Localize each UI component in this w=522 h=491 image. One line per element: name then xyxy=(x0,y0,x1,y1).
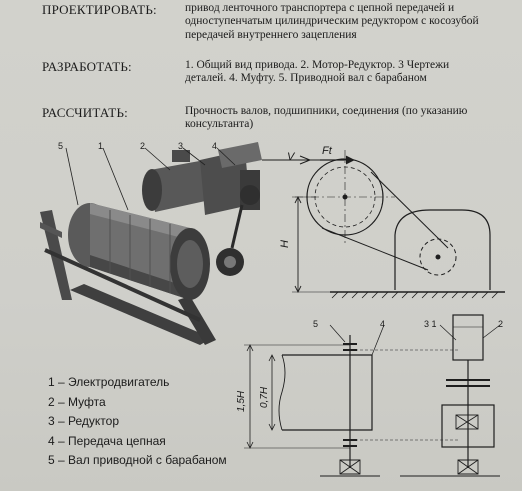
height-label: H xyxy=(279,240,291,248)
drive-photo xyxy=(40,141,262,345)
legend-item: 5 – Вал приводной с барабаном xyxy=(48,453,227,467)
design-label: ПРОЕКТИРОВАТЬ: xyxy=(42,2,157,17)
photo-callout-2: 2 xyxy=(140,141,146,151)
component-legend xyxy=(48,373,227,471)
legend-item: 3 – Редуктор xyxy=(48,414,119,428)
kin-callout-3-1: 3 1 xyxy=(424,319,437,329)
photo-callout-3: 3 xyxy=(178,141,184,151)
kin-callout-4: 4 xyxy=(380,319,386,329)
kinematic-scheme xyxy=(244,315,500,476)
dimension-1-5h: 1,5H xyxy=(236,390,247,412)
legend-item: 2 – Муфта xyxy=(48,394,106,409)
legend-item: 1 – Электродвигатель xyxy=(48,375,170,389)
velocity-label: V xyxy=(287,151,295,163)
force-label: Ft xyxy=(322,145,332,157)
calculate-label: РАССЧИТАТЬ: xyxy=(42,105,128,120)
photo-callout-1: 1 xyxy=(98,141,104,151)
conveyor-scheme xyxy=(262,150,505,298)
develop-label: РАЗРАБОТАТЬ: xyxy=(42,59,132,74)
develop-text: 1. Общий вид привода. 2. Мотор-Редуктор. 3 Чертежи деталей. 4. Муфту. 5. Приводной вал с барабаном xyxy=(185,59,450,85)
photo-callout-4: 4 xyxy=(212,141,218,151)
legend-item: 4 – Передача цепная xyxy=(48,433,166,448)
kin-callout-5: 5 xyxy=(313,319,319,329)
dimension-0-7h: 0,7H xyxy=(259,386,270,408)
calculate-text: Прочность валов, подшипники, соединения (по указанию консультанта) xyxy=(185,105,468,131)
kin-callout-2: 2 xyxy=(498,319,504,329)
design-text: привод ленточного транспортера с цепной передачей и одноступенчатым цилиндрическим редуктором с косозубой передачей внутреннего зацепления xyxy=(185,2,479,41)
photo-callout-5: 5 xyxy=(58,141,64,151)
